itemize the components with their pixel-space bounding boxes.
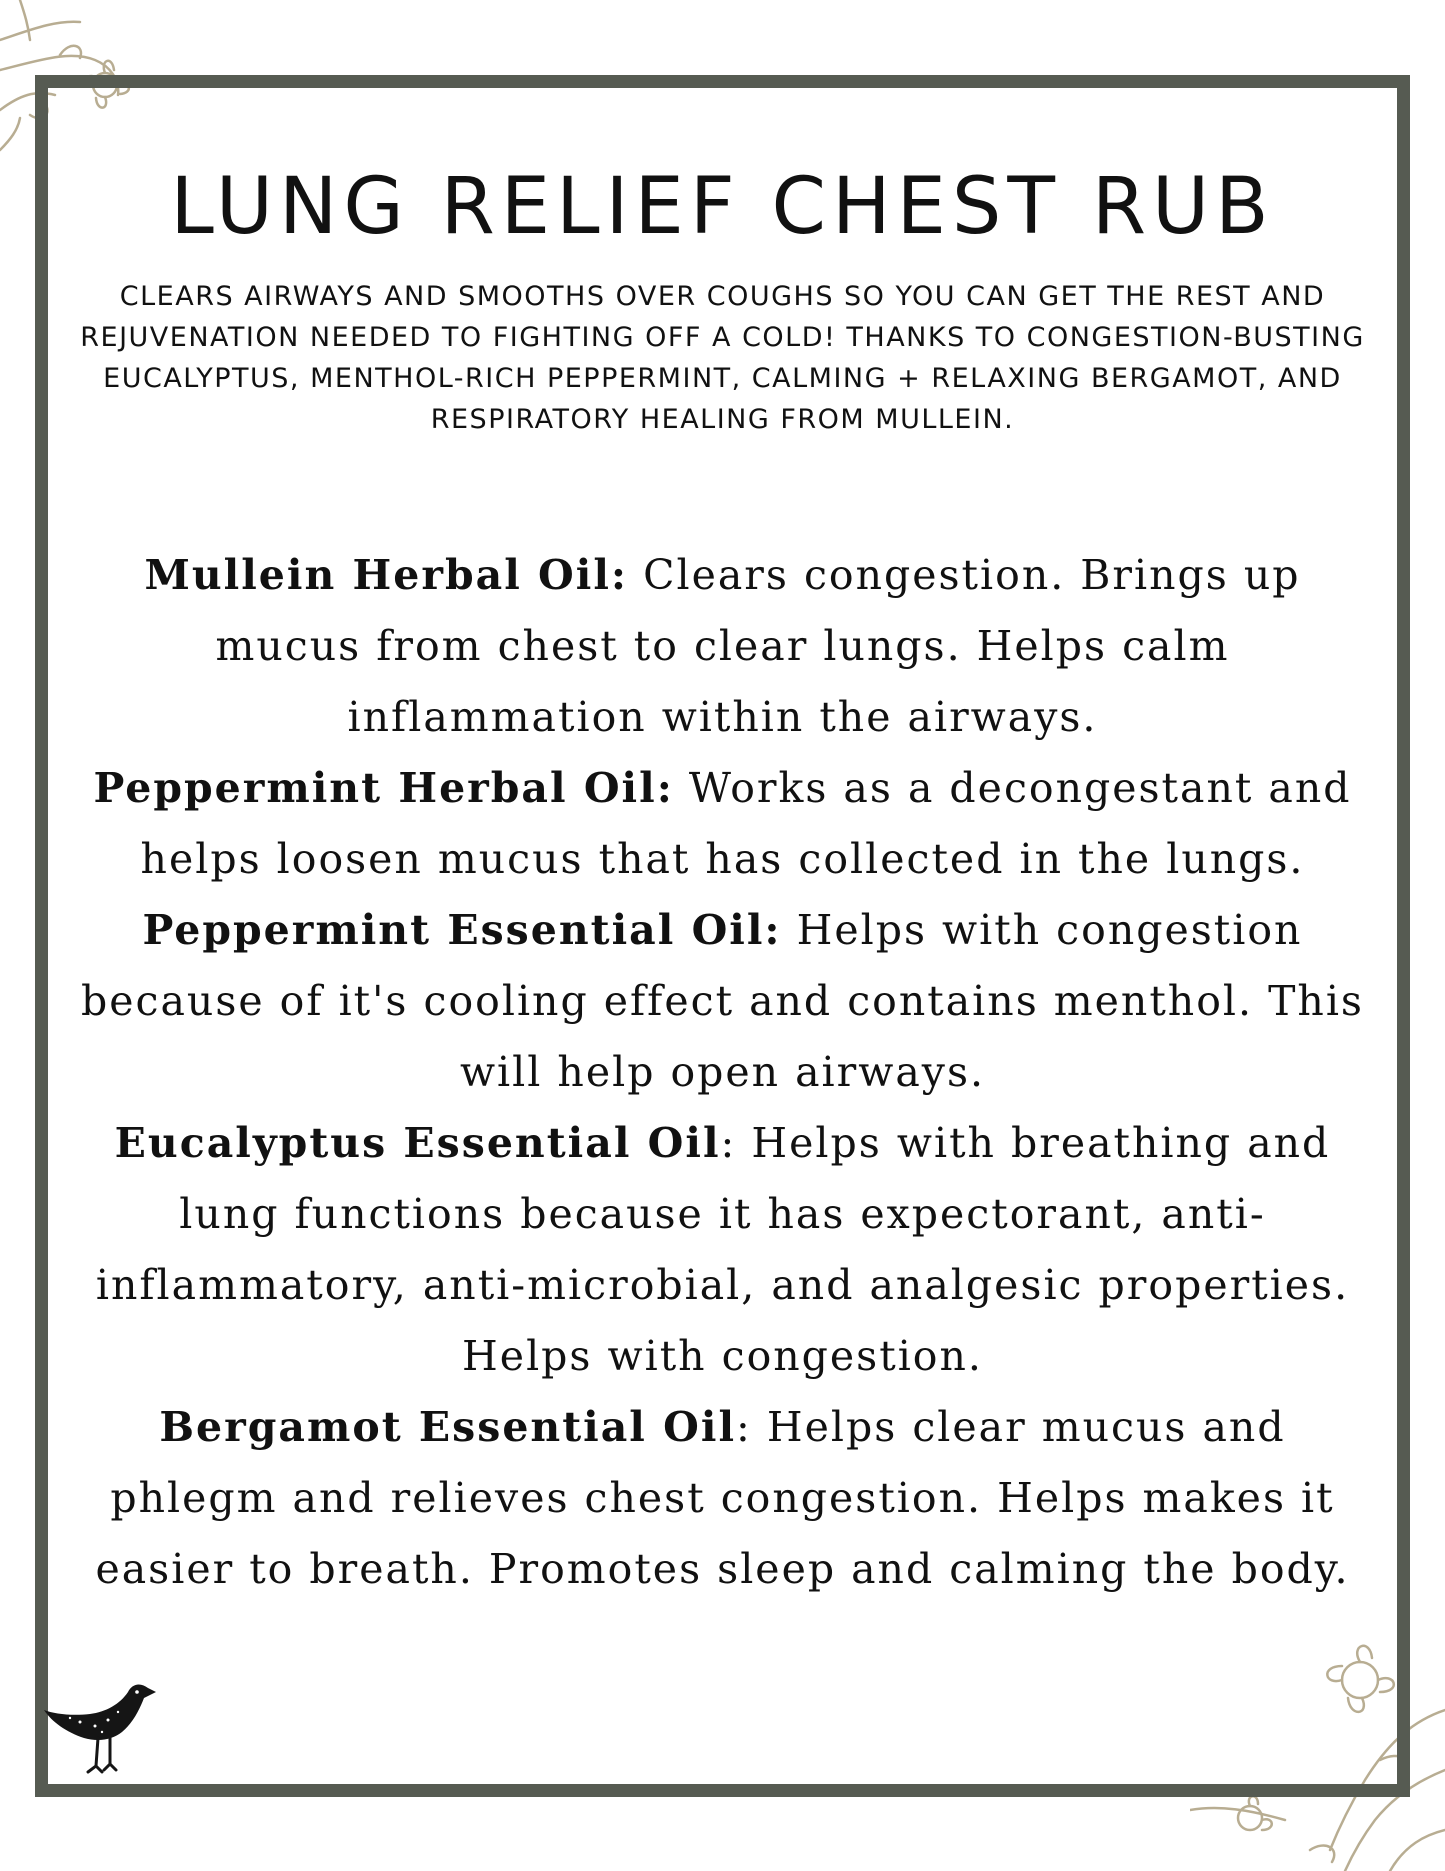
page-title: LUNG RELIEF CHEST RUB: [170, 162, 1275, 252]
ingredient-name: Bergamot Essential Oil: [159, 1403, 737, 1451]
ingredients-list: [80, 540, 1365, 1605]
ingredient-entry: [80, 895, 1365, 1108]
ingredient-name: Mullein Herbal Oil:: [144, 551, 629, 599]
subtitle-description: CLEARS AIRWAYS AND SMOOTHS OVER COUGHS SO YOU CAN GET THE REST AND REJUVENATION NEEDED TO FIGHTING OFF A COLD! THANKS TO CONGESTION-BUSTING EUCALYPTUS, MENTHOL-RICH PEPPERMINT, CALMING + RELAXING BERGAMOT, AND RESPIRATORY HEALING FROM MULLEIN.: [80, 281, 1365, 435]
ingredient-separator: :: [720, 1119, 737, 1167]
ingredient-description: Helps with congestion because of it's cooling effect and contains menthol. This will help open airways.: [81, 906, 1364, 1096]
ingredient-entry: [80, 1108, 1365, 1392]
bird-illustration: [40, 1670, 160, 1790]
ingredient-entry: [80, 540, 1365, 753]
ingredient-name: Peppermint Essential Oil:: [142, 906, 782, 954]
ingredient-separator: :: [736, 1403, 752, 1451]
ingredient-name: Peppermint Herbal Oil:: [93, 764, 674, 812]
ingredient-description: Works as a decongestant and helps loosen mucus that has collected in the lungs.: [140, 764, 1352, 883]
ingredient-description: Helps clear mucus and phlegm and relieves chest congestion. Helps makes it easier to breath. Promotes sleep and calming the body.: [95, 1403, 1350, 1593]
ingredient-description: Clears congestion. Brings up mucus from chest to clear lungs. Helps calm inflammation within the airways.: [215, 551, 1301, 741]
ingredient-entry: [80, 753, 1365, 895]
ingredient-name: Eucalyptus Essential Oil: [114, 1119, 721, 1167]
ingredient-entry: [80, 1392, 1365, 1605]
ingredient-description: Helps with breathing and lung functions because it has expectorant, anti-inflammatory, anti-microbial, and analgesic properties. Helps with congestion.: [95, 1119, 1350, 1380]
